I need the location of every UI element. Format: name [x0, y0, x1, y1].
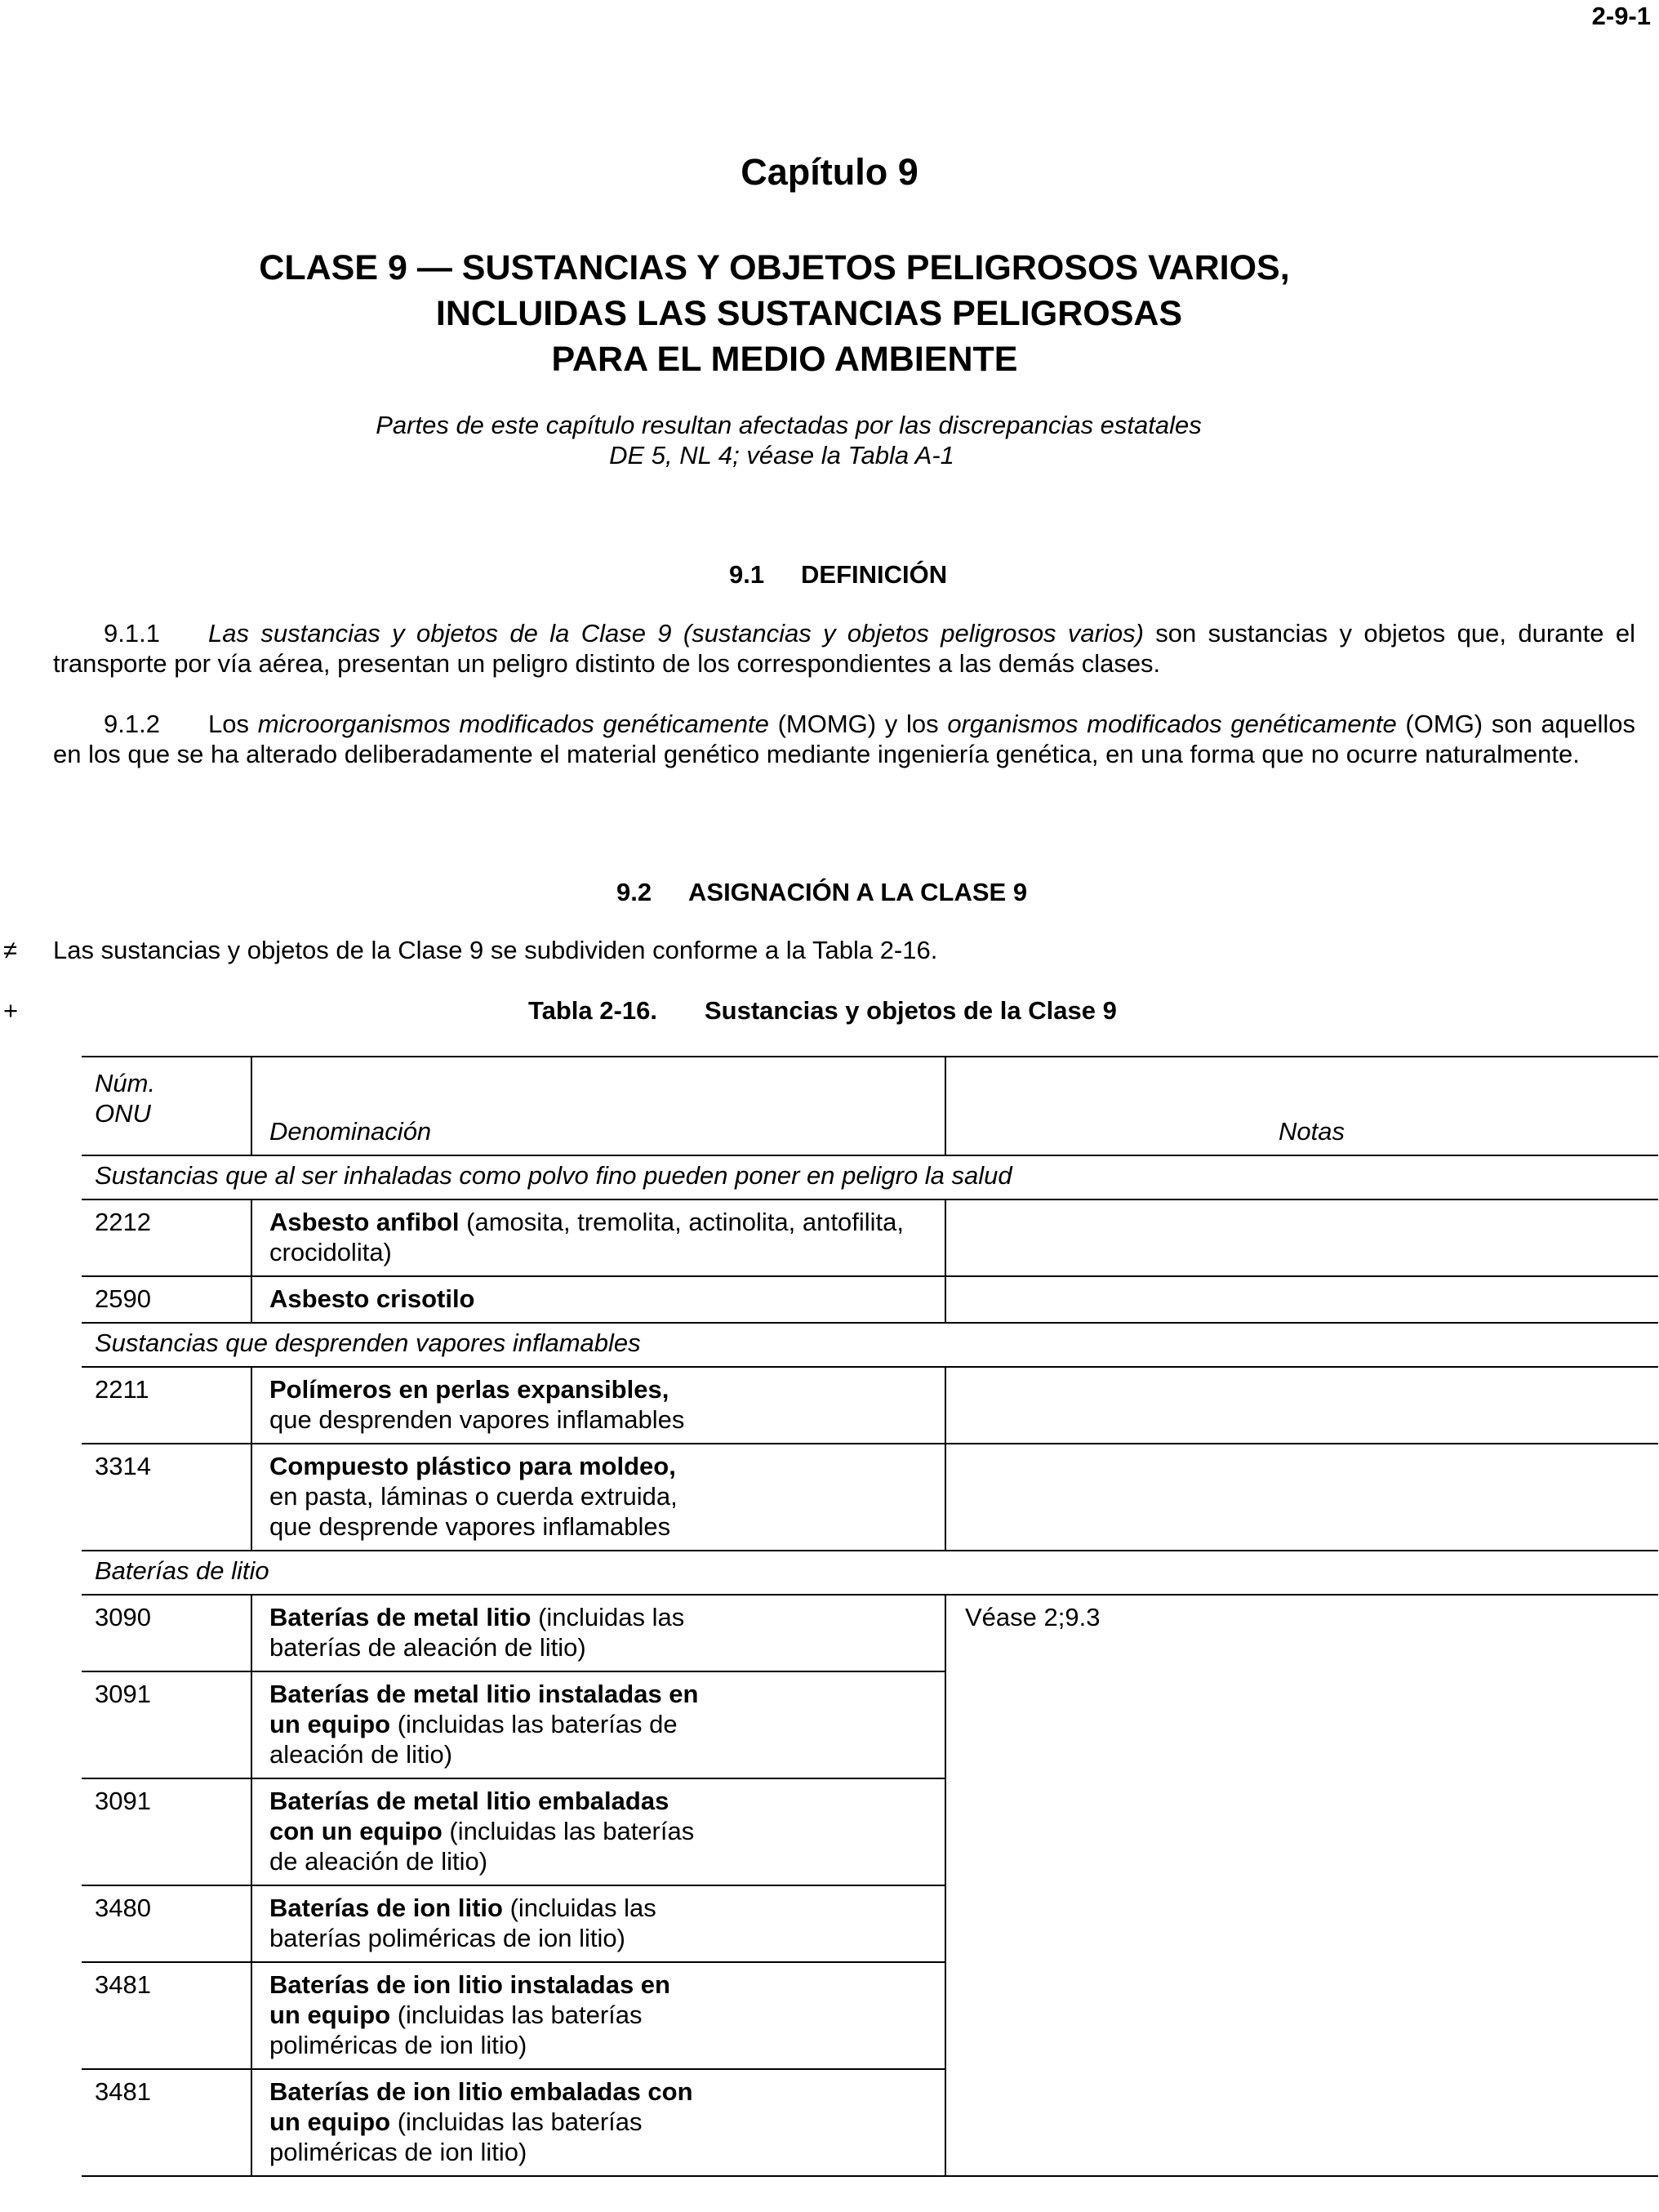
table-title — [528, 996, 1117, 1026]
class-title-line: PARA EL MEDIO AMBIENTE — [551, 340, 1018, 379]
table-caption: Sustancias y objetos de la Clase 9 — [705, 996, 1117, 1025]
un-number: 3090 — [82, 1595, 251, 1671]
substance-name — [251, 1962, 945, 2069]
name-bold: Baterías de metal litio — [269, 1603, 532, 1631]
name-bold: Baterías de metal litio embaladas con un equipo — [269, 1787, 669, 1845]
header-name: Denominación — [251, 1057, 945, 1155]
name-bold: Asbesto anfibol — [269, 1208, 460, 1236]
un-number: 3481 — [82, 1962, 251, 2069]
name-detail: que desprenden vapores inflamables — [269, 1405, 685, 1434]
intro-text: Las sustancias y objetos de la Clase 9 se subdividen conforme a la Tabla 2-16. — [53, 936, 938, 964]
paragraph-9-1-1 — [53, 618, 1635, 679]
table-row — [82, 1367, 1658, 1444]
table-label: Tabla 2-16. — [528, 996, 657, 1025]
section-title: ASIGNACIÓN A LA CLASE 9 — [688, 878, 1028, 906]
section-number: 9.1 — [729, 560, 765, 589]
name-bold: Baterías de ion litio embaladas con un equipo — [269, 2077, 693, 2136]
name-detail: (incluidas las baterías de aleación de litio) — [269, 1710, 678, 1769]
name-bold: Baterías de ion litio — [269, 1894, 503, 1922]
section-number: 9.2 — [616, 878, 652, 906]
substance-name — [251, 1671, 945, 1778]
category-label: Baterías de litio — [82, 1551, 1658, 1595]
header-text: ONU — [95, 1099, 151, 1128]
notes-cell — [945, 1276, 1658, 1323]
name-detail: (incluidas las baterías poliméricas de ion litio) — [269, 2001, 643, 2059]
table-row — [82, 1199, 1658, 1276]
paragraph-number: 9.1.2 — [104, 710, 160, 738]
section-title: DEFINICIÓN — [801, 560, 948, 589]
name-detail: (incluidas las baterías de aleación de litio) — [269, 1603, 685, 1662]
un-number: 2211 — [82, 1367, 251, 1444]
substance-name — [251, 1199, 945, 1276]
name-bold: Compuesto plástico para moldeo, — [269, 1452, 676, 1480]
un-number: 3480 — [82, 1885, 251, 1962]
note-line: DE 5, NL 4; véase la Tabla A-1 — [609, 441, 954, 470]
definition-term: Las sustancias y objetos de la Clase 9 (sustancias y objetos peligrosos varios) — [208, 619, 1144, 648]
class-title-line: INCLUIDAS LAS SUSTANCIAS PELIGROSAS — [435, 294, 1183, 333]
un-number: 3314 — [82, 1444, 251, 1551]
table-header-row — [82, 1057, 1658, 1155]
section-9-1-heading — [729, 560, 947, 590]
name-bold: Asbesto crisotilo — [269, 1284, 475, 1313]
definition-term: organismos modificados genéticamente — [947, 710, 1397, 738]
table-row — [82, 1276, 1658, 1323]
page-number: 2-9-1 — [1591, 2, 1651, 30]
notes-cell — [945, 1367, 1658, 1444]
category-label: Sustancias que al ser inhaladas como polvo fino pueden poner en peligro la salud — [82, 1155, 1658, 1199]
section-9-2-heading — [616, 878, 1027, 907]
definition-term: microorganismos modificados genéticamente — [257, 710, 769, 738]
table-category-row — [82, 1155, 1658, 1199]
class-title — [0, 245, 1659, 382]
name-bold: Polímeros en perlas expansibles, — [269, 1375, 669, 1404]
un-number: 3091 — [82, 1671, 251, 1778]
substance-name — [251, 1885, 945, 1962]
header-text: Núm. — [95, 1069, 156, 1097]
un-number: 3481 — [82, 2069, 251, 2176]
substance-name — [251, 1276, 945, 1323]
name-detail: (incluidas las baterías poliméricas de ion litio) — [269, 2107, 643, 2166]
name-bold: Baterías de ion litio instaladas en un equipo — [269, 1970, 670, 2029]
name-detail: en pasta, láminas o cuerda extruida, que desprende vapores inflamables — [269, 1482, 678, 1541]
table-category-row — [82, 1551, 1658, 1595]
un-number: 3091 — [82, 1778, 251, 1885]
class-title-line: CLASE 9 — SUSTANCIAS Y OBJETOS PELIGROSOS VARIOS, — [259, 248, 1290, 287]
name-detail: (incluidas las baterías poliméricas de ion litio) — [269, 1894, 656, 1952]
chapter-heading: Capítulo 9 — [741, 151, 918, 193]
table-row — [82, 1595, 1658, 1671]
paragraph-number: 9.1.1 — [104, 619, 160, 648]
table-category-row — [82, 1323, 1658, 1367]
table-row — [82, 1444, 1658, 1551]
substance-name — [251, 1595, 945, 1671]
substance-name — [251, 1444, 945, 1551]
paragraph-text: son sustancias y objetos que, durante el transporte por vía aérea, presentan un peligro distinto de los correspondientes a las demás clases. — [53, 619, 1635, 678]
un-number: 2212 — [82, 1199, 251, 1276]
revision-mark: ≠ — [3, 936, 18, 964]
notes-cell — [945, 1444, 1658, 1551]
name-detail: (amosita, tremolita, actinolita, antofilita, crocidolita) — [269, 1208, 904, 1266]
substance-name — [251, 1778, 945, 1885]
class9-table — [82, 1056, 1658, 2177]
state-variations-note — [0, 410, 1659, 470]
name-bold: Baterías de metal litio instaladas en un equipo — [269, 1680, 699, 1738]
un-number: 2590 — [82, 1276, 251, 1323]
revision-mark: + — [3, 996, 19, 1025]
category-label: Sustancias que desprenden vapores inflamables — [82, 1323, 1658, 1367]
paragraph-9-1-2 — [53, 709, 1635, 769]
header-notes: Notas — [945, 1057, 1658, 1155]
substance-name — [251, 1367, 945, 1444]
paragraph-text: (OMG) son aquellos en los que se ha alterado deliberadamente el material genético mediante ingeniería genética, en una forma que no ocurre naturalmente. — [53, 710, 1635, 768]
substance-name — [251, 2069, 945, 2176]
paragraph-text: Los — [208, 710, 258, 738]
paragraph-text: (MOMG) y los — [768, 710, 948, 738]
name-detail: (incluidas las baterías de aleación de litio) — [269, 1817, 695, 1876]
notes-cell — [945, 1199, 1658, 1276]
notes-cell: Véase 2;9.3 — [945, 1595, 1658, 2176]
note-line: Partes de este capítulo resultan afectadas por las discrepancias estatales — [376, 411, 1202, 439]
header-un-number — [82, 1057, 251, 1155]
